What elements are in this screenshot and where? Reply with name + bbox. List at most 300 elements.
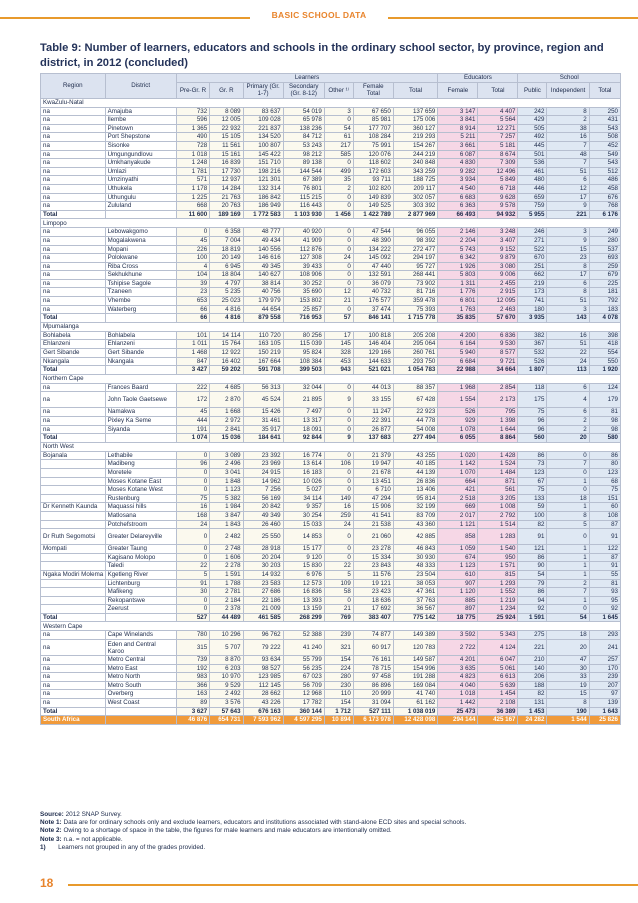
table-cell: Ilembe [105, 116, 176, 125]
table-cell: 175 006 [393, 116, 438, 125]
table-cell: 145 422 [243, 150, 283, 159]
table-cell: 144 633 [353, 357, 393, 366]
table-cell: 17 [547, 193, 589, 202]
table-cell: 210 [518, 656, 547, 665]
table-cell: 49 345 [243, 262, 283, 271]
table-cell: 1 225 [176, 193, 209, 202]
table-cell: 858 [438, 529, 478, 545]
table-cell: Rustenburg [105, 494, 176, 503]
table-cell: 1 103 930 [283, 210, 324, 219]
table-cell: 12 937 [210, 176, 243, 185]
page-number: 18 [40, 876, 54, 890]
table-cell: 104 [176, 271, 209, 280]
table-cell: 188 [518, 681, 547, 690]
table-cell: 508 [589, 133, 620, 142]
table-cell: 5 181 [478, 141, 518, 150]
table-cell: 95 814 [393, 494, 438, 503]
table-cell: 4 040 [438, 681, 478, 690]
table-cell: 74 877 [353, 631, 393, 640]
table-cell: 16 [324, 503, 353, 512]
table-cell: 0 [547, 605, 589, 614]
table-cell: 1 591 [210, 570, 243, 579]
table-cell: 129 166 [353, 349, 393, 358]
table-cell: 0 [547, 451, 589, 460]
table-cell: 664 [438, 477, 478, 486]
table-cell: 669 [438, 503, 478, 512]
table-cell: 150 219 [243, 349, 283, 358]
table-cell: 11 600 [176, 210, 209, 219]
table-cell [105, 366, 176, 375]
table-cell: 1 544 [547, 716, 589, 725]
table-cell: Ngaka Modiri Molema [41, 570, 106, 579]
table-cell: 2 841 [210, 425, 243, 434]
table-cell: 59 [518, 503, 547, 512]
table-cell: 2 [547, 417, 589, 426]
table-cell: 14 932 [243, 570, 283, 579]
table-cell: 780 [176, 631, 209, 640]
table-cell: 1 178 [176, 184, 209, 193]
table-cell: 0 [324, 529, 353, 545]
table-cell: 0 [547, 468, 589, 477]
table-row [41, 588, 621, 597]
table-cell: 89 138 [283, 159, 324, 168]
table-cell: 25 473 [438, 707, 478, 716]
table-cell: 1 121 [438, 520, 478, 529]
table-cell: 2 146 [438, 228, 478, 237]
table-cell: 1 293 [478, 579, 518, 588]
table-cell: 12 [324, 288, 353, 297]
table-cell: 109 [324, 579, 353, 588]
table-cell: 108 [589, 511, 620, 520]
table-cell: 1 248 [176, 159, 209, 168]
table-cell: 16 774 [283, 451, 324, 460]
table-cell: 86 [518, 588, 547, 597]
table-cell: 60 [589, 503, 620, 512]
table-cell: 12 428 098 [393, 716, 438, 725]
table-cell: 20 763 [210, 202, 243, 211]
table-cell: 180 [518, 305, 547, 314]
table-cell: 98 [589, 425, 620, 434]
table-cell: 219 [518, 279, 547, 288]
table-cell: 0 [324, 451, 353, 460]
table-cell: 35 835 [438, 314, 478, 323]
table-cell: 1 788 [210, 579, 243, 588]
table-cell: 1 984 [210, 503, 243, 512]
table-cell: 549 [589, 150, 620, 159]
table-cell: 163 105 [243, 340, 283, 349]
table-cell: Moses Kotane West [105, 486, 176, 495]
table-cell: 9 [324, 434, 353, 443]
table-cell: 1 776 [438, 288, 478, 297]
table-cell: 3 661 [438, 141, 478, 150]
table-cell: 67 389 [283, 176, 324, 185]
table-cell: 728 [176, 141, 209, 150]
table-cell: 1 059 [438, 545, 478, 554]
table-cell: 12 095 [478, 297, 518, 306]
table-cell: 3 147 [438, 107, 478, 116]
table-cell: 0 [176, 553, 209, 562]
province-heading-row [41, 219, 621, 228]
table-cell: na [41, 271, 106, 280]
table-cell: 6 164 [438, 340, 478, 349]
col-gr-r: Gr. R [210, 82, 243, 98]
table-cell: 86 [518, 451, 547, 460]
table-cell: 6 176 [589, 210, 620, 219]
table-cell: 2 877 969 [393, 210, 438, 219]
table-cell: 9 [547, 202, 589, 211]
table-cell: 1 020 [438, 451, 478, 460]
table-cell: 32 199 [393, 503, 438, 512]
table-cell: 0 [324, 408, 353, 417]
table-cell: Moses Kotane East [105, 477, 176, 486]
table-cell: 145 [324, 340, 353, 349]
table-cell: Dr Ruth Segomotsi [41, 529, 106, 545]
table-row [41, 254, 621, 263]
province-name: North West [41, 442, 621, 451]
table-cell: 7 [547, 141, 589, 150]
total-row [41, 210, 621, 219]
table-row [41, 520, 621, 529]
table-cell: 120 076 [353, 150, 393, 159]
table-cell: 56 235 [283, 664, 324, 673]
table-cell: 57 643 [210, 707, 243, 716]
table-cell: 43 255 [393, 451, 438, 460]
table-cell: Umzinyathi [105, 176, 176, 185]
table-row [41, 331, 621, 340]
table-cell: 537 [589, 245, 620, 254]
table-cell: 96 055 [393, 228, 438, 237]
table-cell: Total [41, 314, 106, 323]
table-cell: 1 [547, 503, 589, 512]
table-cell: 315 [176, 640, 209, 656]
table-cell: 0 [176, 596, 209, 605]
table-cell: 43 226 [243, 699, 283, 708]
table-cell: 9 282 [438, 167, 478, 176]
table-cell [41, 588, 106, 597]
table-cell: 21 763 [210, 193, 243, 202]
table-cell: na [41, 288, 106, 297]
table-cell: Lichtenburg [105, 579, 176, 588]
table-cell: 146 404 [353, 340, 393, 349]
table-cell: 1 120 [438, 588, 478, 597]
table-cell: 0 [324, 477, 353, 486]
table-row [41, 681, 621, 690]
table-cell: 3 935 [518, 314, 547, 323]
table-cell: 21 060 [353, 529, 393, 545]
table-cell: Amajuba [105, 107, 176, 116]
table-cell: Taledi [105, 562, 176, 571]
table-cell: 96 [176, 460, 209, 469]
table-cell: 230 [324, 681, 353, 690]
table-cell: 1 848 [210, 477, 243, 486]
table-cell: 486 [589, 176, 620, 185]
table-cell: na [41, 124, 106, 133]
table-cell: 7 004 [210, 236, 243, 245]
note1-text: Data are for ordinary schools only and exclude learners, educators and institutions associated with stand-alone ECD sites and special schools. [63, 819, 467, 827]
table-cell: South Africa [41, 716, 106, 725]
table-cell: 1 772 583 [243, 210, 283, 219]
table-cell: 4 407 [478, 107, 518, 116]
table-cell: 80 256 [283, 331, 324, 340]
table-cell [41, 494, 106, 503]
table-cell: 0 [176, 605, 209, 614]
table-cell: 3 205 [478, 494, 518, 503]
table-cell: 662 [518, 271, 547, 280]
table-cell: 222 [176, 383, 209, 392]
table-cell: 0 [324, 202, 353, 211]
table-cell: 360 127 [393, 124, 438, 133]
table-cell: Cape Winelands [105, 631, 176, 640]
table-cell: 123 [589, 468, 620, 477]
table-cell: 452 [589, 141, 620, 150]
table-cell: 47 544 [353, 228, 393, 237]
table-cell [41, 596, 106, 605]
table-row [41, 494, 621, 503]
table-cell: 3 041 [210, 468, 243, 477]
table-cell: 4 597 295 [283, 716, 324, 725]
col-ed-total: Total [478, 82, 518, 98]
table-cell: 206 [518, 673, 547, 682]
table-cell: 1 552 [478, 588, 518, 597]
table-cell: 90 [518, 562, 547, 571]
table-cell: 431 [589, 116, 620, 125]
table-cell: Bojanala [41, 451, 106, 460]
table-row [41, 141, 621, 150]
table-cell: 0 [324, 425, 353, 434]
table-cell: 246 [518, 228, 547, 237]
table-cell: 5 564 [478, 116, 518, 125]
table-cell: Eden and Central Karoo [105, 640, 176, 656]
table-cell: 61 [324, 133, 353, 142]
table-cell: 871 [478, 477, 518, 486]
table-cell: 112 145 [243, 681, 283, 690]
table-cell: 9 357 [283, 503, 324, 512]
table-cell: 596 [176, 116, 209, 125]
table-cell: 100 807 [243, 141, 283, 150]
table-cell: 183 [589, 305, 620, 314]
table-cell: 217 [324, 141, 353, 150]
table-cell: 10 026 [283, 477, 324, 486]
table-cell: 5 235 [210, 288, 243, 297]
table-cell [41, 520, 106, 529]
table-cell: 149 389 [393, 631, 438, 640]
table-cell: 21 538 [353, 520, 393, 529]
province-heading-row [41, 374, 621, 383]
table-cell: 188 725 [393, 176, 438, 185]
table-cell: 23 [176, 288, 209, 297]
table-cell: 19 947 [353, 460, 393, 469]
table-cell: 86 [589, 451, 620, 460]
table-cell: 526 [518, 357, 547, 366]
table-cell: 23 392 [243, 451, 283, 460]
table-cell: 5 382 [210, 494, 243, 503]
table-cell: 93 634 [243, 656, 283, 665]
table-cell: 499 [324, 167, 353, 176]
table-cell: 26 877 [353, 425, 393, 434]
table-cell [41, 486, 106, 495]
table-row [41, 529, 621, 545]
table-cell: 250 [589, 107, 620, 116]
table-cell: 0 [324, 305, 353, 314]
table-cell: 122 [589, 545, 620, 554]
table-cell: 9 721 [478, 357, 518, 366]
table-cell: 5 211 [438, 133, 478, 142]
table-row [41, 150, 621, 159]
table-cell: 303 392 [393, 202, 438, 211]
table-cell: 112 876 [283, 245, 324, 254]
table-cell: 1 054 783 [393, 366, 438, 375]
table-cell: 225 [589, 279, 620, 288]
table-cell: 73 [518, 460, 547, 469]
col-group-learners: Learners [176, 74, 438, 83]
note1-label: Note 1: [40, 819, 62, 827]
table-cell: 242 [518, 107, 547, 116]
table-cell: 367 [518, 340, 547, 349]
table-cell: na [41, 184, 106, 193]
table-cell [41, 511, 106, 520]
table-cell: 293 750 [393, 357, 438, 366]
table-cell: Potchefstroom [105, 520, 176, 529]
table-cell: 100 [518, 511, 547, 520]
table-cell: 30 [176, 588, 209, 597]
table-row [41, 184, 621, 193]
table-row [41, 545, 621, 554]
table-cell: 47 361 [393, 588, 438, 597]
total-row [41, 434, 621, 443]
table-cell: 446 [518, 184, 547, 193]
table-cell: 2 [547, 116, 589, 125]
table-row [41, 579, 621, 588]
table-cell: 461 [518, 167, 547, 176]
table-cell: Riba Cross [105, 262, 176, 271]
table-cell: 226 [176, 245, 209, 254]
table-cell: 1 [547, 562, 589, 571]
table-cell: Port Shepstone [105, 133, 176, 142]
table-cell: 75 [518, 486, 547, 495]
table-cell: 522 [518, 245, 547, 254]
table-cell: 4 200 [438, 331, 478, 340]
table-cell: 46 843 [393, 545, 438, 554]
table-cell: 505 [518, 124, 547, 133]
table-cell: 20 842 [243, 503, 283, 512]
table-cell: 12 [547, 184, 589, 193]
table-cell: 445 [518, 141, 547, 150]
table-cell: Waterberg [105, 305, 176, 314]
table-cell: 21 379 [353, 451, 393, 460]
table-cell: 429 [518, 116, 547, 125]
table-cell: 149 [324, 494, 353, 503]
table-cell: 116 443 [283, 202, 324, 211]
table-cell: 44 013 [353, 383, 393, 392]
table-row [41, 656, 621, 665]
table-cell: 108 906 [283, 271, 324, 280]
table-row [41, 349, 621, 358]
table-cell: na [41, 690, 106, 699]
table-cell: 1 554 [438, 392, 478, 408]
table-cell: 30 [547, 664, 589, 673]
table-cell: 35 917 [243, 425, 283, 434]
table-cell: 571 [176, 176, 209, 185]
table-cell: 543 [589, 159, 620, 168]
table-cell: 56 313 [243, 383, 283, 392]
table-cell: 2 278 [210, 562, 243, 571]
table-cell: 149 587 [393, 656, 438, 665]
table-cell: 280 [589, 236, 620, 245]
table-cell: 98 [589, 417, 620, 426]
table-cell: Zeerust [105, 605, 176, 614]
table-cell: 5 [547, 520, 589, 529]
table-cell: 86 [518, 553, 547, 562]
source-label: Source: [40, 811, 64, 818]
table-cell: 716 953 [283, 314, 324, 323]
table-cell: 52 388 [283, 631, 324, 640]
table-cell: 6 710 [353, 486, 393, 495]
table-cell: 37 763 [393, 596, 438, 605]
table-cell: 11 247 [353, 408, 393, 417]
table-cell: 12 271 [478, 124, 518, 133]
table-row [41, 640, 621, 656]
table-cell: 15 161 [210, 150, 243, 159]
table-cell: 96 [518, 417, 547, 426]
table-row [41, 357, 621, 366]
table-cell: na [41, 417, 106, 426]
table-cell: 536 [518, 159, 547, 168]
total-row [41, 366, 621, 375]
table-cell: 251 [518, 262, 547, 271]
table-cell: 268 299 [283, 613, 324, 622]
table-cell: 1 283 [478, 529, 518, 545]
table-cell: 17 [547, 271, 589, 280]
page-header [0, 0, 638, 34]
note3-text: n.a. = not applicable. [63, 835, 123, 843]
table-notes [40, 811, 630, 852]
table-cell: 48 333 [393, 562, 438, 571]
table-cell: 1 142 [438, 460, 478, 469]
table-cell: Lethabile [105, 451, 176, 460]
table-cell: Dr Kenneth Kaunda [41, 503, 106, 512]
table-cell: 0 [176, 529, 209, 545]
table-cell: 9 530 [478, 340, 518, 349]
table-cell: 21 009 [243, 605, 283, 614]
table-cell: 140 556 [243, 245, 283, 254]
table-cell: 527 [176, 613, 209, 622]
table-cell: 18 819 [210, 245, 243, 254]
table-cell: 8 [547, 511, 589, 520]
table-cell: 1 018 [438, 690, 478, 699]
table-cell: na [41, 383, 106, 392]
table-cell: na [41, 305, 106, 314]
table-cell: 293 [589, 631, 620, 640]
table-cell: 0 [176, 545, 209, 554]
table-cell: 167 664 [243, 357, 283, 366]
table-cell: 16 402 [210, 357, 243, 366]
table-cell: Polokwane [105, 254, 176, 263]
table-cell: 9 120 [283, 553, 324, 562]
table-cell: 490 [176, 133, 209, 142]
table-cell: 59 202 [210, 366, 243, 375]
table-cell: 10 296 [210, 631, 243, 640]
table-row [41, 236, 621, 245]
table-cell: 4 823 [438, 673, 478, 682]
table-cell: 55 [589, 570, 620, 579]
table-cell: 177 707 [353, 124, 393, 133]
table-cell: 98 527 [243, 664, 283, 673]
table-cell: 41 240 [283, 640, 324, 656]
table-cell: 328 [324, 349, 353, 358]
table-cell: 0 [324, 245, 353, 254]
table-cell: 15 [547, 245, 589, 254]
table-cell: 3 841 [438, 116, 478, 125]
